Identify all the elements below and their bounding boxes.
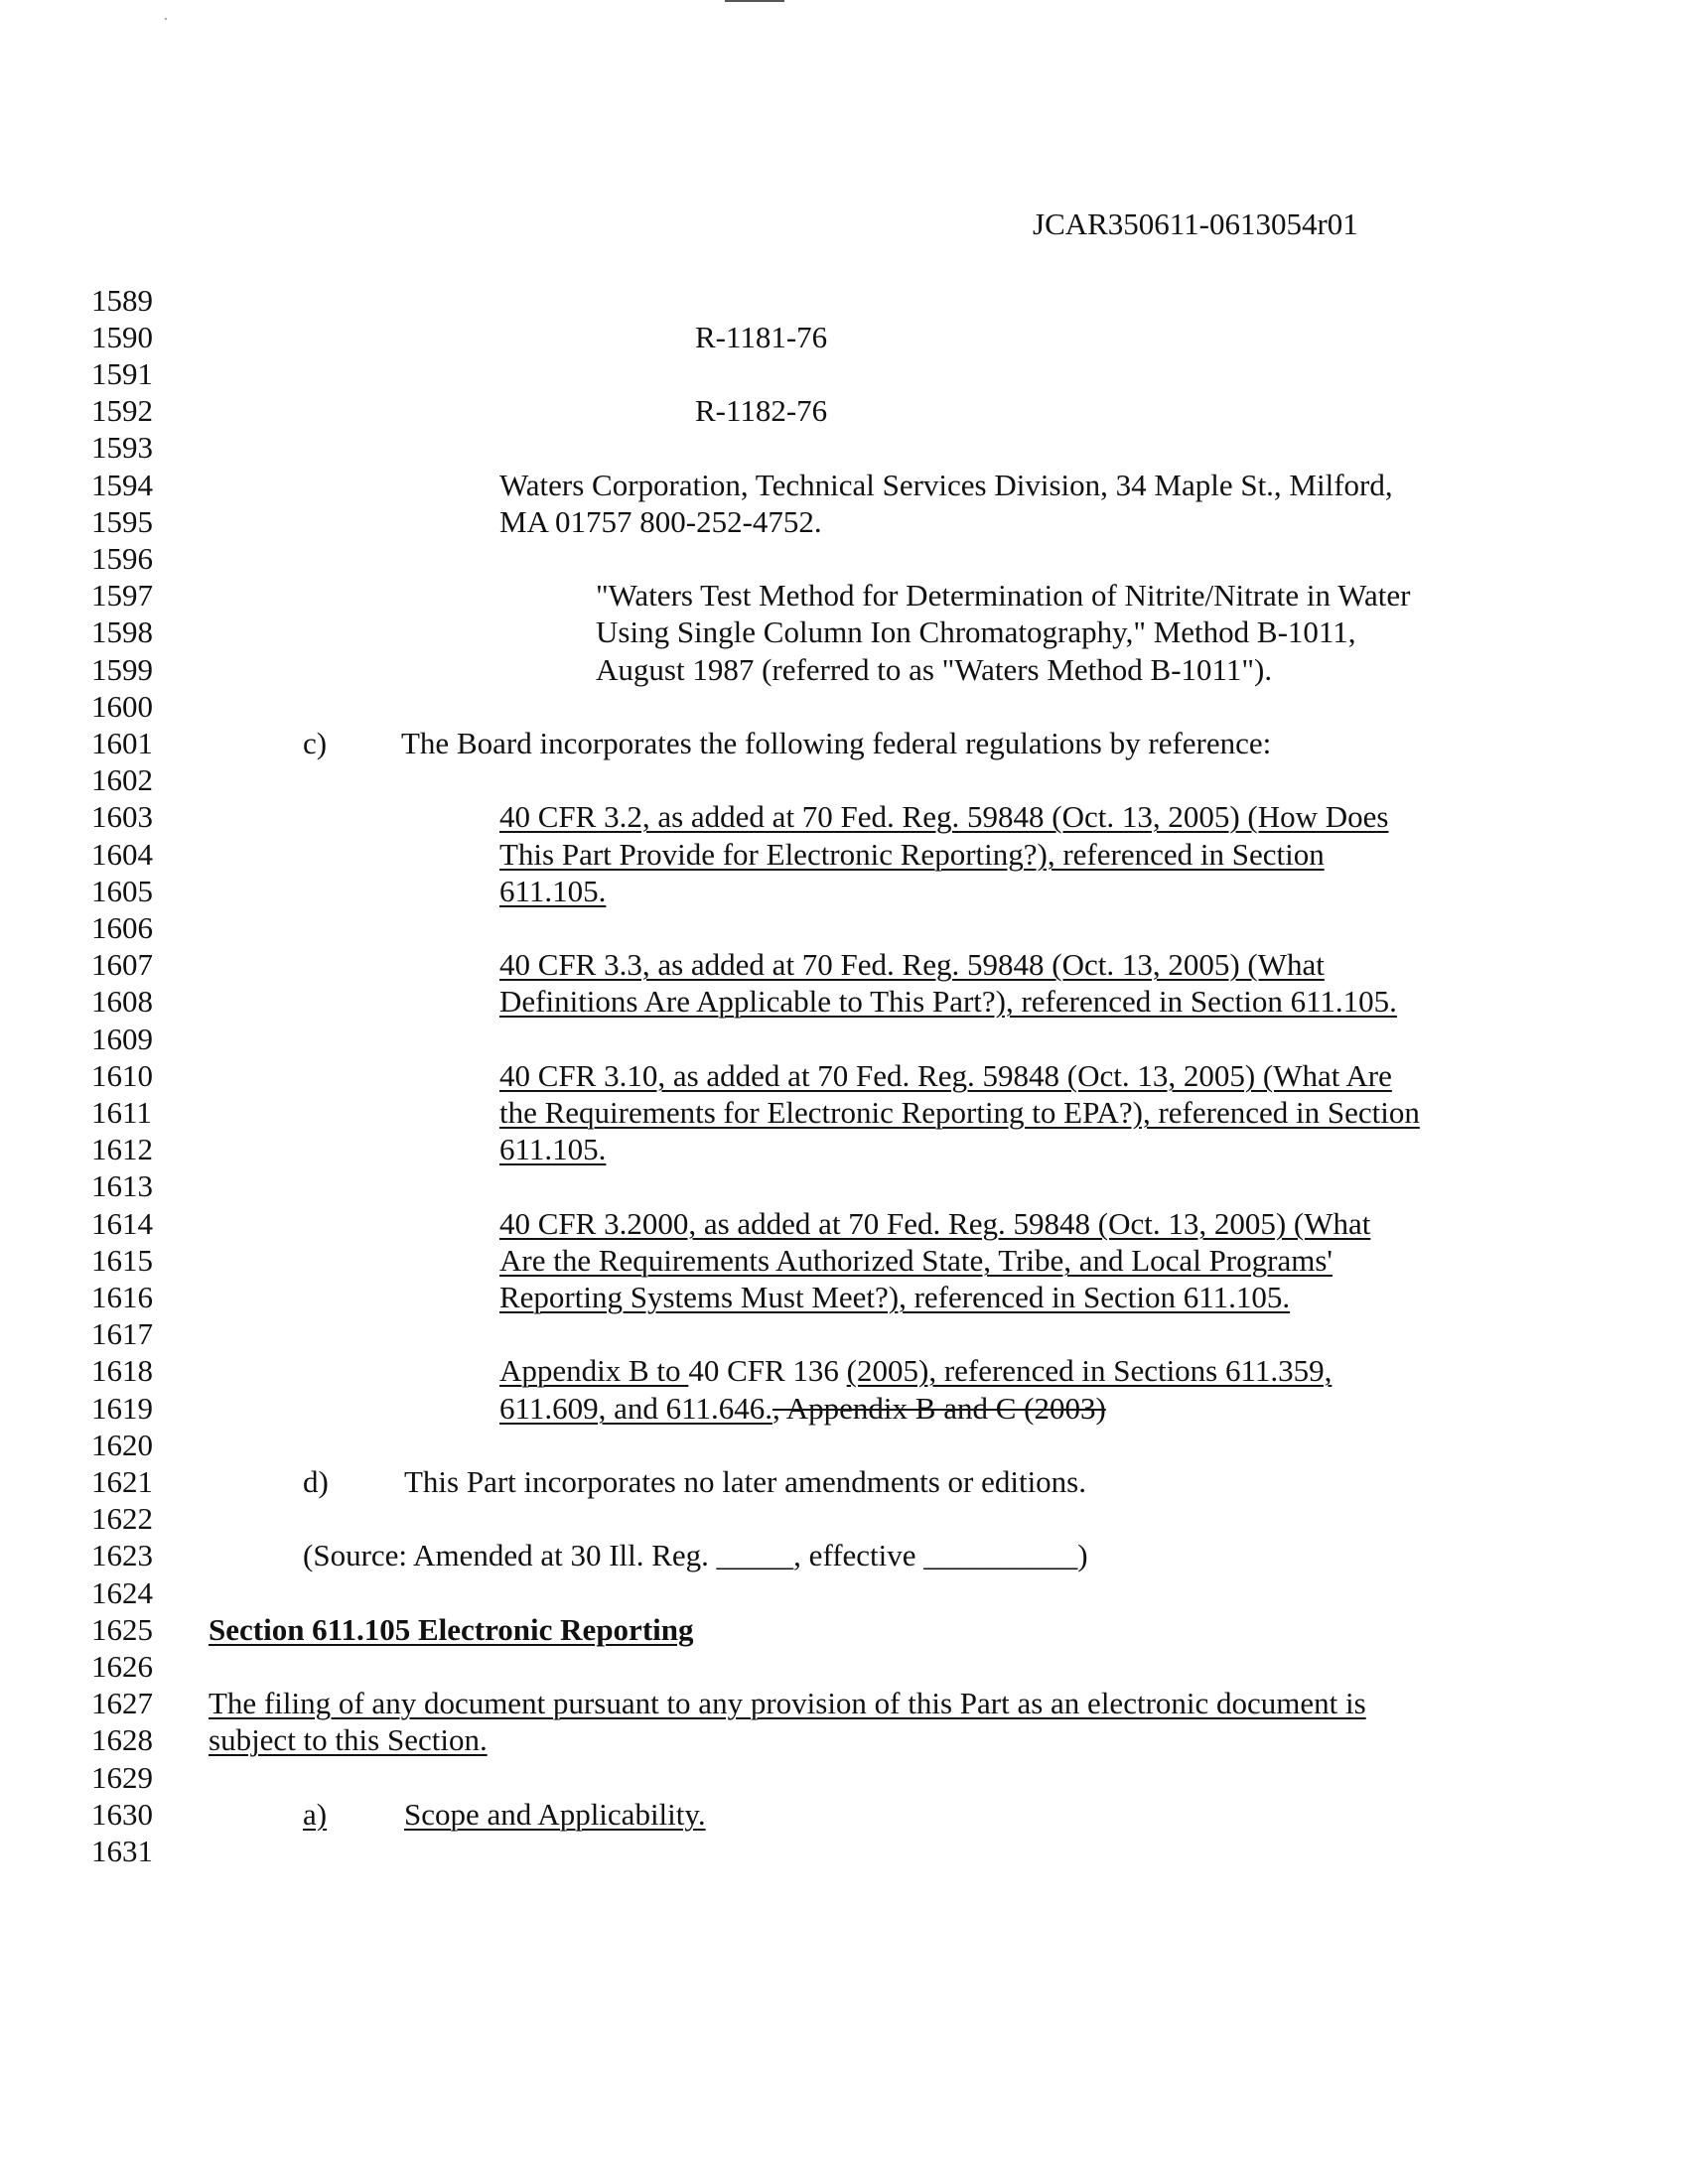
line-number: 1598: [91, 614, 153, 649]
line-number: 1597: [91, 578, 153, 613]
line-number: 1627: [91, 1686, 153, 1720]
inserted-text: 611.105.: [499, 874, 607, 908]
line-number: 1618: [91, 1353, 153, 1388]
line-number: 1595: [91, 504, 153, 539]
line-number: 1591: [91, 356, 153, 391]
appendix-line: [499, 1391, 1106, 1427]
line-number: 1605: [91, 874, 153, 908]
inserted-text: Appendix B to: [499, 1353, 689, 1388]
inserted-text: 611.105.: [499, 1132, 607, 1166]
line-number: 1613: [91, 1168, 153, 1203]
subsection-text: This Part incorporates no later amendments or editions.: [404, 1464, 1086, 1499]
line-number: 1589: [91, 283, 153, 318]
scan-artifact: [165, 18, 167, 20]
line-number: 1617: [91, 1316, 153, 1351]
inserted-text: the Requirements for Electronic Reporting to EPA?), referenced in Section: [499, 1095, 1420, 1130]
line-number: 1625: [91, 1612, 153, 1647]
line-number: 1631: [91, 1834, 153, 1868]
line-number: 1604: [91, 837, 153, 872]
subsection-text: Scope and Applicability.: [404, 1797, 706, 1832]
line-number: 1600: [91, 689, 153, 724]
line-number: 1620: [91, 1428, 153, 1462]
address-line: Waters Corporation, Technical Services Division, 34 Maple St., Milford,: [499, 468, 1393, 502]
appendix-line: [499, 1353, 1332, 1389]
line-number: 1622: [91, 1501, 153, 1536]
inserted-text: 40 CFR 3.2000, as added at 70 Fed. Reg. 59848 (Oct. 13, 2005) (What: [499, 1206, 1371, 1241]
line-number: 1601: [91, 726, 153, 760]
subsection-label: c): [303, 726, 328, 760]
line-number: 1599: [91, 652, 153, 687]
line-number: 1630: [91, 1797, 153, 1832]
inserted-text: Are the Requirements Authorized State, Tribe, and Local Programs': [499, 1243, 1333, 1278]
address-line: MA 01757 800-252-4752.: [499, 504, 822, 539]
unchanged-text: 40 CFR 136: [688, 1353, 847, 1388]
line-number: 1602: [91, 762, 153, 797]
line-number: 1596: [91, 541, 153, 576]
inserted-text: 40 CFR 3.2, as added at 70 Fed. Reg. 59848 (Oct. 13, 2005) (How Does: [499, 799, 1389, 834]
line-number: 1594: [91, 468, 153, 502]
section-heading: Section 611.105 Electronic Reporting: [209, 1612, 694, 1647]
method-number: R-1181-76: [695, 320, 828, 354]
document-code: JCAR350611-0613054r01: [1033, 206, 1358, 241]
line-number: 1593: [91, 430, 153, 465]
line-number: 1629: [91, 1760, 153, 1795]
subsection-text: The Board incorporates the following federal regulations by reference:: [401, 726, 1272, 760]
line-number: 1614: [91, 1206, 153, 1241]
line-number: 1592: [91, 393, 153, 428]
line-number: 1623: [91, 1538, 153, 1572]
inserted-text: The filing of any document pursuant to any provision of this Part as an electronic document is: [209, 1686, 1366, 1720]
subsection-label: a): [303, 1797, 328, 1832]
subsection-label: d): [303, 1464, 329, 1499]
line-number: 1610: [91, 1058, 153, 1093]
line-number: 1606: [91, 910, 153, 945]
line-number: 1603: [91, 799, 153, 834]
method-title-line: Using Single Column Ion Chromatography," Method B-1011,: [596, 614, 1356, 649]
inserted-text: 40 CFR 3.3, as added at 70 Fed. Reg. 59848 (Oct. 13, 2005) (What: [499, 947, 1325, 982]
line-number: 1608: [91, 984, 153, 1019]
line-number: 1615: [91, 1243, 153, 1278]
line-number: 1626: [91, 1649, 153, 1684]
method-number: R-1182-76: [695, 393, 828, 428]
scan-artifact: [725, 0, 784, 2]
inserted-text: This Part Provide for Electronic Reporting?), referenced in Section: [499, 837, 1325, 872]
inserted-text: (2005), referenced in Sections 611.359,: [846, 1353, 1333, 1388]
line-number: 1611: [91, 1095, 152, 1130]
method-title-line: "Waters Test Method for Determination of Nitrite/Nitrate in Water: [596, 578, 1411, 613]
line-number: 1621: [91, 1464, 153, 1499]
inserted-text: 40 CFR 3.10, as added at 70 Fed. Reg. 59848 (Oct. 13, 2005) (What Are: [499, 1058, 1392, 1093]
line-number: 1624: [91, 1575, 153, 1610]
line-number: 1607: [91, 947, 153, 982]
line-number: 1616: [91, 1280, 153, 1314]
line-number: 1612: [91, 1132, 153, 1166]
inserted-text: 611.609, and 611.646.: [499, 1391, 772, 1426]
inserted-text: Reporting Systems Must Meet?), referenced in Section 611.105.: [499, 1280, 1291, 1314]
line-number: 1609: [91, 1022, 153, 1056]
source-note: (Source: Amended at 30 Ill. Reg. _____, effective __________): [303, 1538, 1088, 1572]
line-number: 1628: [91, 1722, 153, 1757]
inserted-text: Definitions Are Applicable to This Part?), referenced in Section 611.105.: [499, 984, 1397, 1019]
deleted-text: , Appendix B and C (2003): [772, 1391, 1106, 1426]
line-number: 1619: [91, 1391, 153, 1426]
inserted-text: subject to this Section.: [209, 1722, 488, 1757]
line-number: 1590: [91, 320, 153, 354]
method-title-line: August 1987 (referred to as "Waters Method B-1011").: [596, 652, 1273, 687]
